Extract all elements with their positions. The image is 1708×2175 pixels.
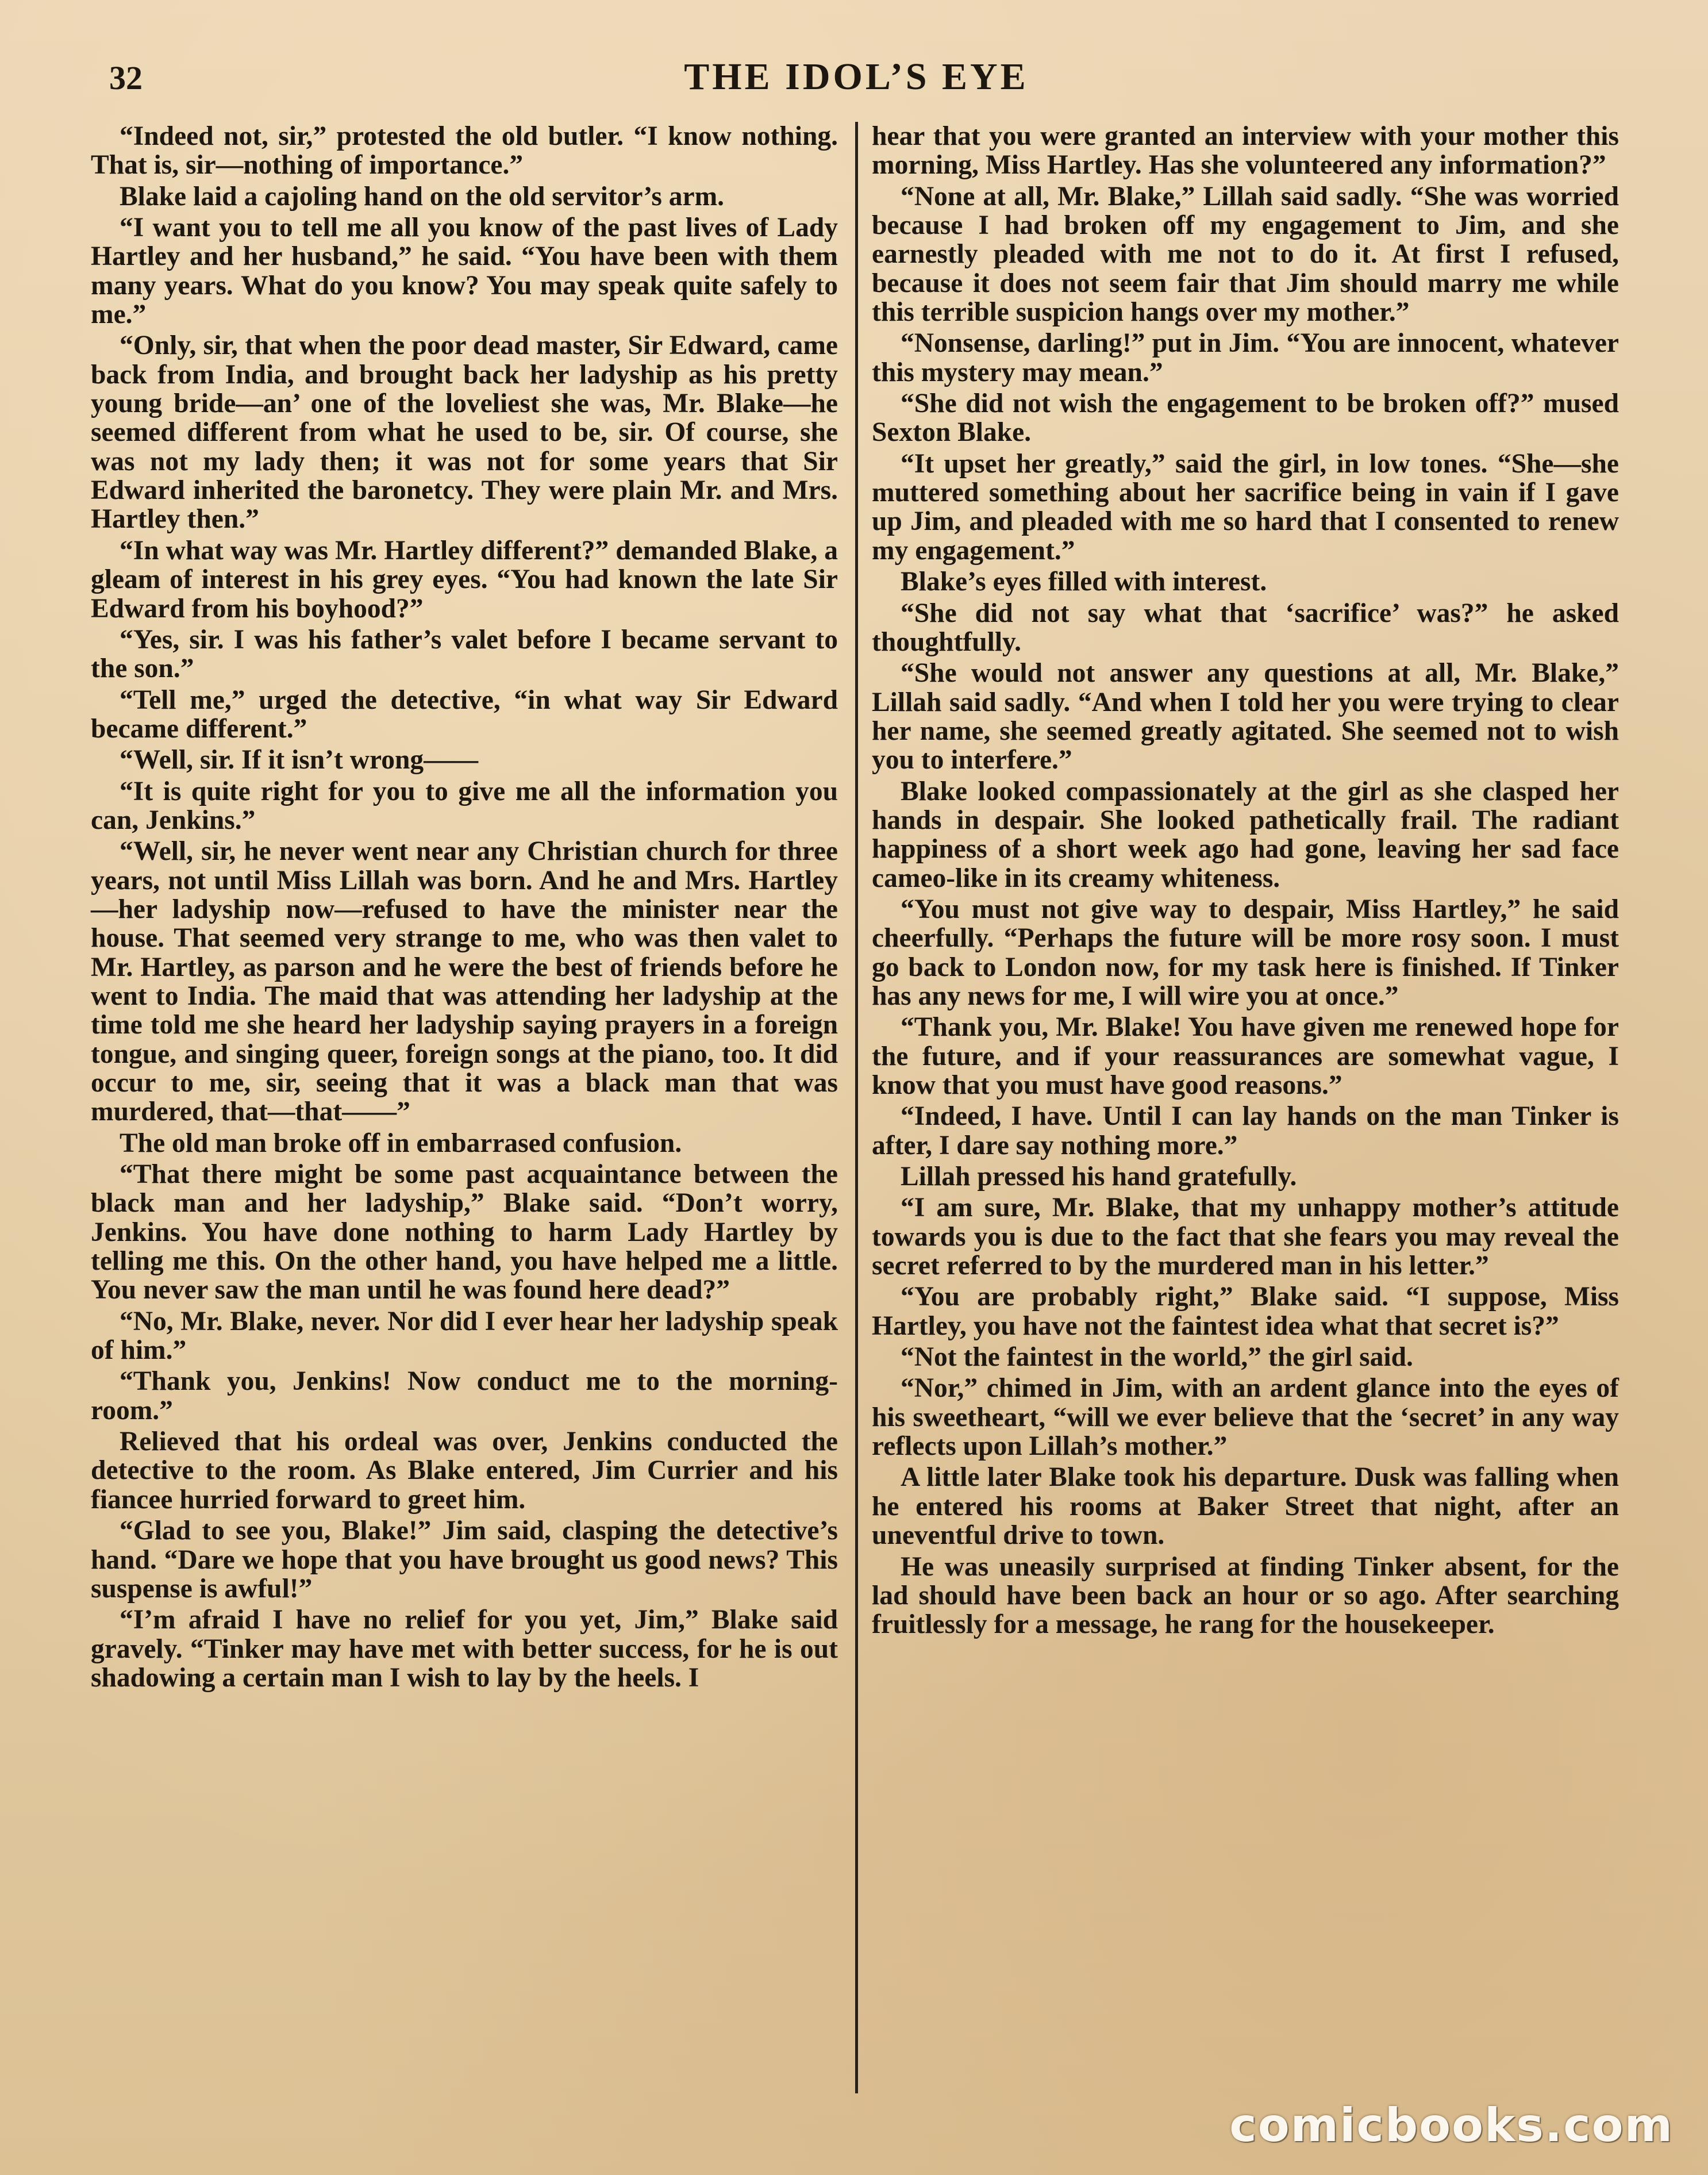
paragraph: “In what way was Mr. Hartley different?” demanded Blake, a gleam of interest in his grey eyes. “You had known the late Sir Edward from his boyhood?”	[91, 535, 838, 624]
column-divider	[855, 122, 858, 2093]
running-title: THE IDOL’S EYE	[684, 56, 1029, 98]
paragraph: A little later Blake took his departure. Dusk was falling when he entered his rooms at Baker Street that night, after an uneventful drive to town.	[872, 1462, 1619, 1551]
page-number: 32	[109, 59, 143, 97]
paragraph: “Nor,” chimed in Jim, with an ardent glance into the eyes of his sweetheart, “will we ever believe that the ‘secret’ in any way reflects upon Lillah’s mother.”	[872, 1373, 1619, 1462]
paragraph: “It is quite right for you to give me all the information you can, Jenkins.”	[91, 776, 838, 835]
paragraph: “I’m afraid I have no relief for you yet, Jim,” Blake said gravely. “Tinker may have met with better success, for he is out shadowing a certain man I wish to lay by the heels. I	[91, 1605, 838, 1693]
paragraph: “You are probably right,” Blake said. “I suppose, Miss Hartley, you have not the faintest idea what that secret is?”	[872, 1282, 1619, 1341]
paragraph: “It upset her greatly,” said the girl, in low tones. “She—she muttered something about her sacrifice being in vain if I gave up Jim, and pleaded with me so hard that I consented to renew my engagement.”	[872, 448, 1619, 566]
paragraph: “She would not answer any questions at all, Mr. Blake,” Lillah said sadly. “And when I told her you were trying to clear her name, she seemed greatly agitated. She seemed not to wish you to interfere.”	[872, 658, 1619, 775]
paragraph: “Glad to see you, Blake!” Jim said, clasping the detective’s hand. “Dare we hope that you have brought us good news? This suspense is awful!”	[91, 1516, 838, 1604]
right-column	[872, 122, 1619, 1642]
left-column	[91, 122, 838, 1694]
paragraph: “I want you to tell me all you know of the past lives of Lady Hartley and her husband,” he said. “You have been with them many years. What do you know? You may speak quite safely to me.”	[91, 213, 838, 330]
paragraph: “She did not wish the engagement to be broken off?” mused Sexton Blake.	[872, 389, 1619, 448]
paragraph: “I am sure, Mr. Blake, that my unhappy mother’s attitude towards you is due to the fact that she fears you may reveal the secret referred to by the murdered man in his letter.”	[872, 1193, 1619, 1281]
paragraph: Relieved that his ordeal was over, Jenkins conducted the detective to the room. As Blake entered, Jim Currier and his fiancee hurried forward to greet him.	[91, 1427, 838, 1515]
paragraph: “Not the faintest in the world,” the girl said.	[901, 1342, 1413, 1373]
paragraph: Blake looked compassionately at the girl as she clasped her hands in despair. She looked pathetically frail. The radiant happiness of a short week ago had gone, leaving her sad face cameo-like in its creamy whiteness.	[872, 776, 1619, 893]
paragraph: “Tell me,” urged the detective, “in what way Sir Edward became different.”	[91, 685, 838, 744]
paragraph: “Nonsense, darling!” put in Jim. “You are innocent, whatever this mystery may mean.”	[872, 328, 1619, 387]
paragraph: “Thank you, Jenkins! Now conduct me to the morning-room.”	[91, 1366, 838, 1425]
paragraph: He was uneasily surprised at finding Tinker absent, for the lad should have been back an hour or so ago. After searching fruitlessly for a message, he rang for the housekeeper.	[872, 1551, 1619, 1640]
paragraph: Blake laid a cajoling hand on the old servitor’s arm.	[120, 181, 725, 212]
paragraph: “Yes, sir. I was his father’s valet before I became servant to the son.”	[91, 624, 838, 684]
paragraph: “Indeed not, sir,” protested the old butler. “I know nothing. That is, sir—nothing of importance.”	[91, 121, 838, 180]
paragraph: “Indeed, I have. Until I can lay hands on the man Tinker is after, I dare say nothing more.”	[872, 1101, 1619, 1160]
paragraph: Blake’s eyes filled with interest.	[901, 567, 1267, 597]
paragraph: The old man broke off in embarrased confusion.	[120, 1128, 682, 1158]
paragraph: “Only, sir, that when the poor dead master, Sir Edward, came back from India, and brought back her ladyship as his pretty young bride—an’ one of the loveliest she was, Mr. Blake—he seemed different from what he used to be, sir. Of course, she was not my lady then; it was not for some years that Sir Edward inherited the baronetcy. They were plain Mr. and Mrs. Hartley then.”	[91, 331, 838, 535]
paragraph: “Well, sir, he never went near any Christian church for three years, not until Miss Lillah was born. And he and Mrs. Hartley—her ladyship now—refused to have the minister near the house. That seemed very strange to me, who was then valet to Mr. Hartley, as parson and he were the best of friends before he went to India. The maid that was attending her ladyship at the time told me she heard her ladyship saying prayers in a foreign tongue, and singing queer, foreign songs at the piano, too. It did occur to me, sir, seeing that it was a black man that was murdered, that—that——”	[91, 836, 838, 1127]
paragraph: Lillah pressed his hand gratefully.	[901, 1162, 1297, 1192]
paragraph: “None at all, Mr. Blake,” Lillah said sadly. “She was worried because I had broken off my engagement to Jim, and she earnestly pleaded with me not to do it. At first I refused, because it does not seem fair that Jim should marry me while this terrible suspicion hangs over my mother.”	[872, 181, 1619, 328]
paragraph: “That there might be some past acquaintance between the black man and her ladyship,” Blake said. “Don’t worry, Jenkins. You have done nothing to harm Lady Hartley by telling me this. On the other hand, you have helped me a little. You never saw the man until he was found here dead?”	[91, 1159, 838, 1305]
paragraph: “No, Mr. Blake, never. Nor did I ever hear her ladyship speak of him.”	[91, 1306, 838, 1366]
paragraph: “Well, sir. If it isn’t wrong——	[120, 745, 479, 775]
paragraph: “Thank you, Mr. Blake! You have given me renewed hope for the future, and if your reassurances are somewhat vague, I know that you must have good reasons.”	[872, 1012, 1619, 1100]
paragraph: “You must not give way to despair, Miss Hartley,” he said cheerfully. “Perhaps the future will be more rosy soon. I must go back to London now, for my task here is finished. If Tinker has any news for me, I will wire you at once.”	[872, 894, 1619, 1011]
paragraph: “She did not say what that ‘sacrifice’ was?” he asked thoughtfully.	[872, 598, 1619, 657]
page-header	[86, 55, 1626, 101]
paragraph: hear that you were granted an interview with your mother this morning, Miss Hartley. Has she volunteered any information?”	[872, 121, 1619, 180]
watermark: comicbooks.com	[1229, 2099, 1674, 2152]
